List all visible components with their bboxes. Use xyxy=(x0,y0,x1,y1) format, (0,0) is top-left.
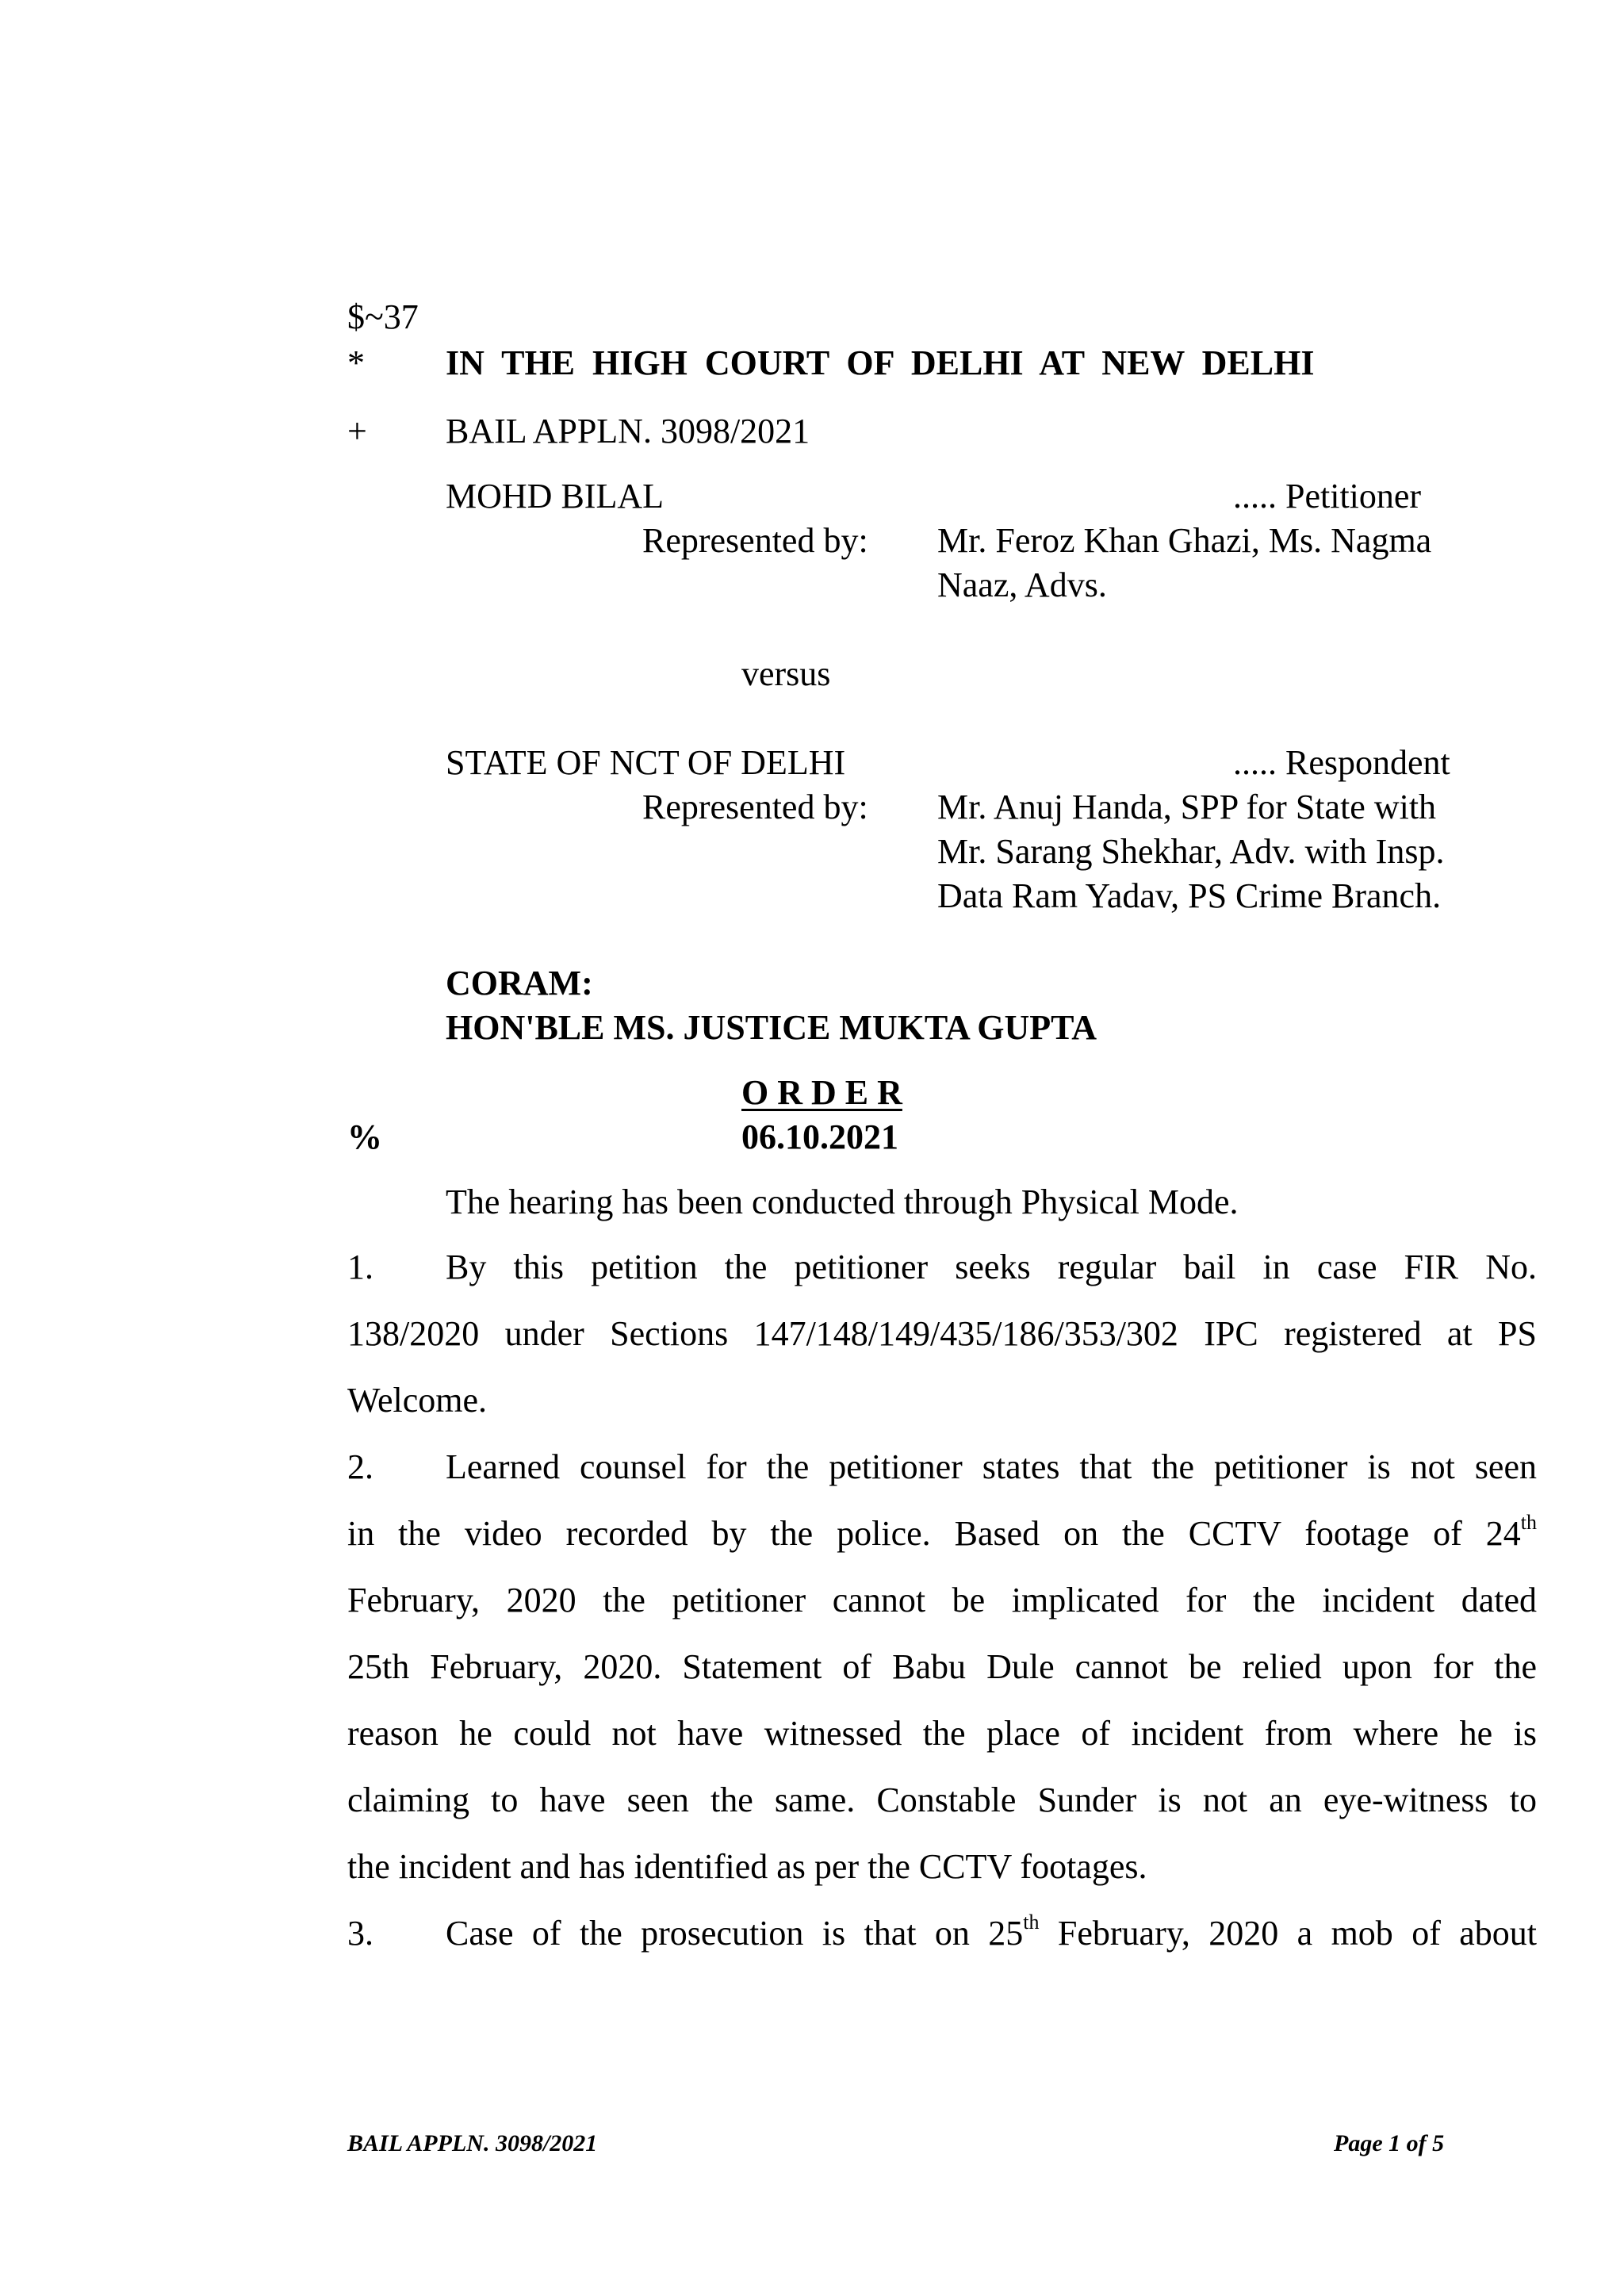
heading-marker: * xyxy=(347,343,365,382)
order-title: O R D E R xyxy=(741,1073,902,1112)
case-number: BAIL APPLN. 3098/2021 xyxy=(446,412,810,450)
paragraph-2-line-1: 2. Learned counsel for the petitioner states that the petitioner is not seen xyxy=(347,1434,1537,1501)
superscript-th: th xyxy=(1023,1911,1040,1934)
paragraph-2-line-6: claiming to have seen the same. Constable Sunder is not an eye-witness to xyxy=(347,1780,1537,1819)
petitioner-name: MOHD BILAL xyxy=(446,477,664,516)
order-date: 06.10.2021 xyxy=(741,1117,898,1156)
footer-page-number: Page 1 of 5 xyxy=(1334,2130,1445,2156)
order-body xyxy=(347,1234,1537,1967)
paragraph-2-number: 2. xyxy=(347,1447,373,1486)
paragraph-1-line-3: Welcome. xyxy=(347,1381,488,1420)
paragraph-2-line-4: 25th February, 2020. Statement of Babu Dule cannot be relied upon for the xyxy=(347,1647,1537,1686)
order-intro: The hearing has been conducted through Physical Mode. xyxy=(446,1182,1239,1221)
paragraph-1-line-1: 1. By this petition the petitioner seeks regular bail in case FIR No. xyxy=(347,1234,1537,1301)
coram-judge: HON'BLE MS. JUSTICE MUKTA GUPTA xyxy=(446,1008,1097,1047)
respondent-name: STATE OF NCT OF DELHI xyxy=(446,743,846,782)
paragraph-2-line-7: the incident and has identified as per the CCTV footages. xyxy=(347,1847,1147,1886)
paragraph-1-line-2: 138/2020 under Sections 147/148/149/435/186/353/302 IPC registered at PS xyxy=(347,1314,1537,1353)
petitioner-counsel-line1: Mr. Feroz Khan Ghazi, Ms. Nagma xyxy=(937,521,1432,560)
document-code: $~37 xyxy=(347,297,419,336)
paragraph-3-line-1: 3. Case of the prosecution is that on 25th February, 2020 a mob of about xyxy=(347,1900,1537,1967)
superscript-th: th xyxy=(1520,1511,1537,1534)
respondent-counsel-line3: Data Ram Yadav, PS Crime Branch. xyxy=(937,876,1442,915)
paragraph-3-number: 3. xyxy=(347,1914,373,1953)
respondent-rep-label: Represented by: xyxy=(642,788,868,826)
petitioner-counsel-line2: Naaz, Advs. xyxy=(937,565,1107,604)
respondent-role: ..... Respondent xyxy=(1233,743,1450,782)
petitioner-rep-label: Represented by: xyxy=(642,521,868,560)
respondent-counsel-line1: Mr. Anuj Handa, SPP for State with xyxy=(937,788,1437,826)
case-marker: + xyxy=(347,412,367,450)
paragraph-1-number: 1. xyxy=(347,1248,373,1286)
petitioner-role: ..... Petitioner xyxy=(1233,477,1422,516)
order-marker: % xyxy=(347,1117,382,1156)
paragraph-2-line-5: reason he could not have witnessed the place of incident from where he is xyxy=(347,1714,1537,1753)
paragraph-2-line-2: in the video recorded by the police. Based on the CCTV footage of 24th xyxy=(347,1511,1537,1553)
paragraph-2-line-3: February, 2020 the petitioner cannot be implicated for the incident dated xyxy=(347,1581,1537,1619)
footer-case-number: BAIL APPLN. 3098/2021 xyxy=(347,2130,598,2156)
court-heading: IN THE HIGH COURT OF DELHI AT NEW DELHI xyxy=(446,343,1315,382)
versus-label: versus xyxy=(741,654,831,693)
respondent-counsel-line2: Mr. Sarang Shekhar, Adv. with Insp. xyxy=(937,832,1445,871)
coram-label: CORAM: xyxy=(446,964,593,1002)
